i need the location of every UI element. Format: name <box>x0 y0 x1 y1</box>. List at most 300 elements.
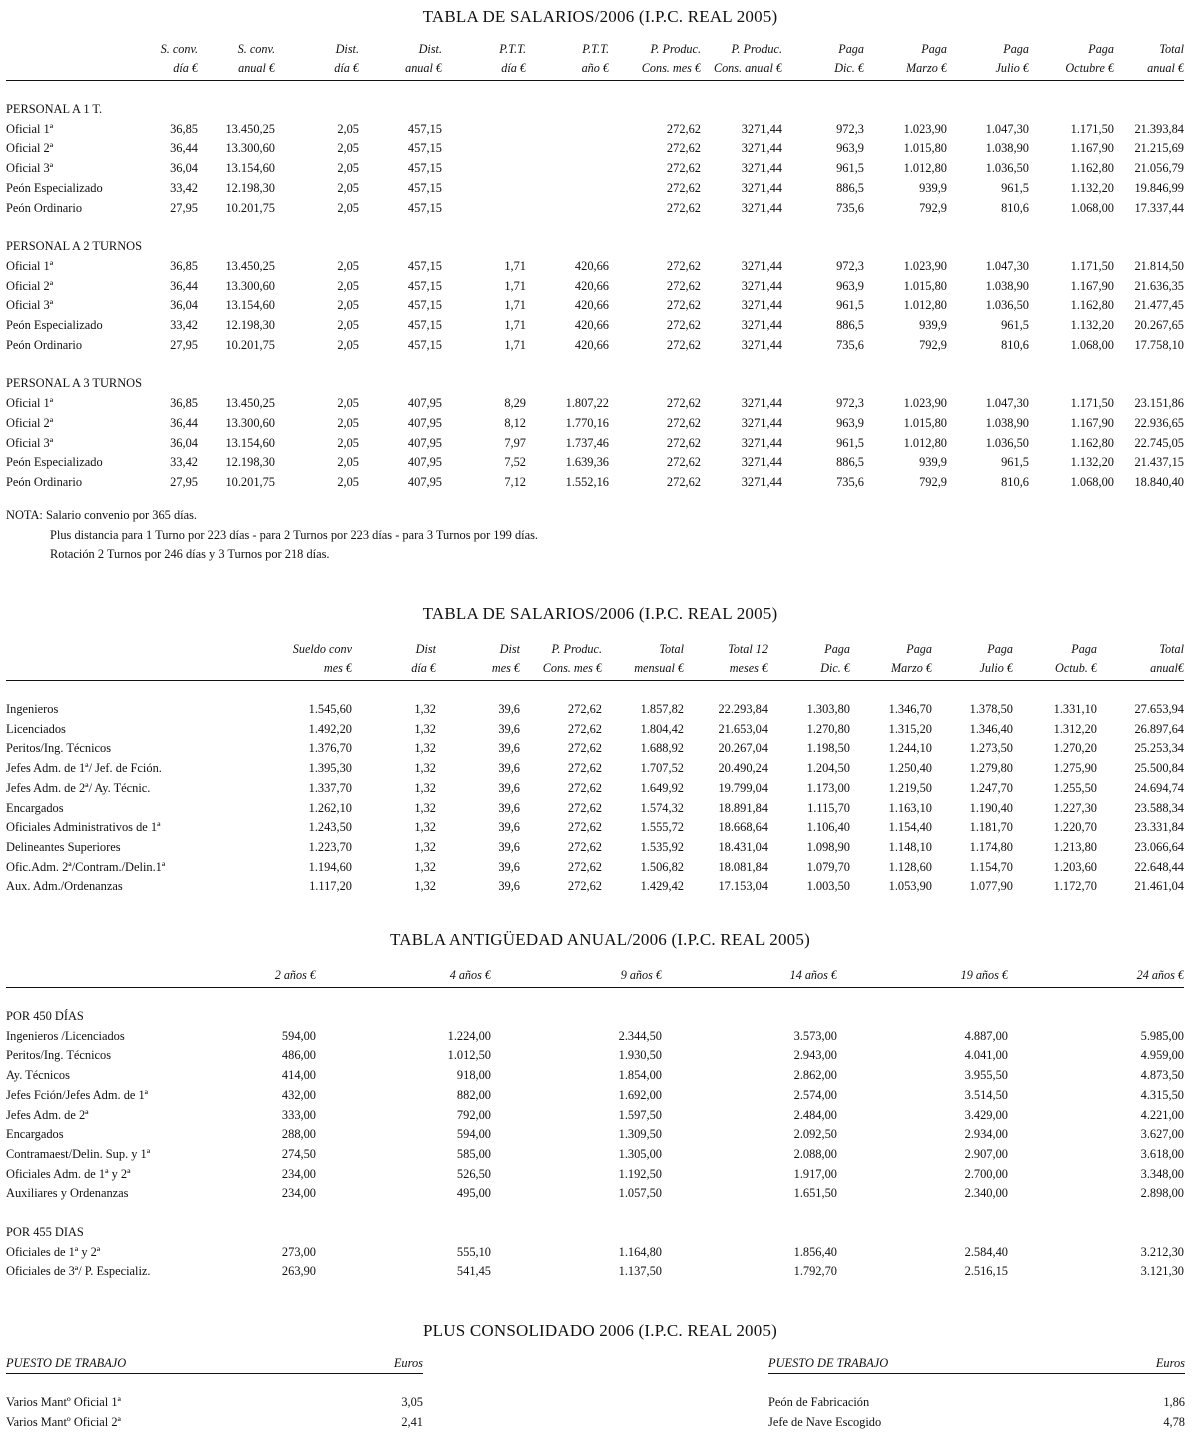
salary-table-shifts <box>6 40 1184 493</box>
table-cell: 2.484,00 <box>793 1107 837 1122</box>
table-cell: 39,6 <box>498 761 520 776</box>
table-cell: 2,05 <box>337 337 359 352</box>
row-label: Peón Ordinario <box>6 200 83 215</box>
row-label: Jefes Adm. de 2ª <box>6 1107 89 1122</box>
table-cell: 272,62 <box>567 820 602 835</box>
table-cell: 3271,44 <box>741 455 782 470</box>
seniority-table <box>6 966 1184 1282</box>
column-header: Dist. <box>418 42 442 56</box>
table-cell: 972,3 <box>836 396 864 411</box>
table-cell: 810,6 <box>1001 337 1029 352</box>
table-cell: 3.429,00 <box>964 1107 1008 1122</box>
table-cell: 272,62 <box>666 298 701 313</box>
table-cell: 420,66 <box>574 337 609 352</box>
table-cell: 4.887,00 <box>964 1028 1008 1043</box>
note-line: Plus distancia para 1 Turno por 223 días - para 2 Turnos por 223 días - para 3 Turnos por 199 días. <box>50 527 539 542</box>
table-cell: 2.344,50 <box>618 1028 662 1043</box>
table-cell: 555,10 <box>456 1244 491 1259</box>
table-cell: 961,5 <box>836 298 864 313</box>
table-cell: 3.955,50 <box>964 1068 1008 1083</box>
table-cell: 13.450,25 <box>225 121 275 136</box>
table-cell: 1.917,00 <box>793 1166 837 1181</box>
note-line: Rotación 2 Turnos por 246 días y 3 Turnos por 218 días. <box>50 547 330 561</box>
table-cell: 1.312,20 <box>1053 721 1097 736</box>
table-cell: 21.461,04 <box>1134 879 1184 894</box>
table-cell: 1.275,90 <box>1053 761 1097 776</box>
table-cell: 1,32 <box>414 820 436 835</box>
table-cell: 13.154,60 <box>225 298 275 313</box>
row-label: Licenciados <box>6 721 66 736</box>
table-cell: 1.574,32 <box>640 800 684 815</box>
table-cell: 939,9 <box>919 318 947 333</box>
table-cell <box>526 179 609 199</box>
column-header: anual € <box>1114 59 1184 81</box>
table-cell: 2.700,00 <box>964 1166 1008 1181</box>
row-label: Ay. Técnicos <box>6 1068 70 1083</box>
table-cell: 1.012,50 <box>447 1048 491 1063</box>
table-cell: 13.154,60 <box>225 435 275 450</box>
table-cell: 20.267,04 <box>718 741 768 756</box>
table-cell: 3.121,30 <box>1140 1264 1184 1279</box>
table-cell: 1.068,00 <box>1070 200 1114 215</box>
table-cell: 963,9 <box>836 141 864 156</box>
column-header: Paga <box>906 642 932 656</box>
column-header: 19 años € <box>837 966 1008 988</box>
table-cell: 2.584,40 <box>964 1244 1008 1259</box>
section-row <box>6 100 1184 120</box>
table-cell: 1.331,10 <box>1053 702 1097 716</box>
table-cell: 1.376,70 <box>308 741 352 756</box>
column-header: P. Produc. <box>551 642 602 656</box>
table-cell: 594,00 <box>456 1127 491 1142</box>
table-row <box>6 700 1184 720</box>
section-row <box>6 374 1184 394</box>
row-label: Peón Especializado <box>6 455 103 470</box>
table-cell: 407,95 <box>407 435 442 450</box>
column-header: Octub. € <box>1013 659 1097 681</box>
table-cell: 2,05 <box>337 415 359 430</box>
table-cell: 1.036,50 <box>985 161 1029 176</box>
table-cell: 1.047,30 <box>985 396 1029 411</box>
table-cell: 420,66 <box>574 258 609 273</box>
table-cell: 810,6 <box>1001 474 1029 489</box>
table-cell: 36,04 <box>170 161 198 176</box>
table-cell: 25.500,84 <box>1134 761 1184 776</box>
row-label: Oficial 1ª <box>6 258 54 273</box>
table-cell: 1.015,80 <box>903 278 947 293</box>
column-header: día € <box>275 59 359 81</box>
section-label: PERSONAL A 2 TURNOS <box>6 239 142 254</box>
job-name: Varios Mantº Oficial 2ª <box>6 1414 121 1429</box>
table-cell: 3271,44 <box>741 161 782 176</box>
section-label: PERSONAL A 3 TURNOS <box>6 376 142 391</box>
header-euros: Euros <box>393 1356 423 1370</box>
table-cell: 272,62 <box>666 161 701 176</box>
table-cell: 2,05 <box>337 180 359 195</box>
table-cell: 272,62 <box>666 455 701 470</box>
table-cell: 272,62 <box>567 800 602 815</box>
row-label: Oficial 1ª <box>6 396 54 411</box>
table-cell: 2,05 <box>337 278 359 293</box>
spacer-row <box>6 218 1184 237</box>
row-label: Delineantes Superiores <box>6 839 121 854</box>
column-header: Paga <box>838 42 864 56</box>
table-cell: 1.220,70 <box>1053 820 1097 835</box>
table-cell: 2.943,00 <box>793 1048 837 1063</box>
table-cell: 457,15 <box>407 298 442 313</box>
plus-title: PLUS CONSOLIDADO 2006 (I.P.C. REAL 2005) <box>423 1321 777 1340</box>
table-cell: 526,50 <box>456 1166 491 1181</box>
table-cell: 1.012,80 <box>903 161 947 176</box>
table-cell: 886,5 <box>836 455 864 470</box>
table-cell: 886,5 <box>836 318 864 333</box>
column-header: Cons. mes € <box>609 59 701 81</box>
table-cell: 272,62 <box>666 200 701 215</box>
table-cell: 272,62 <box>567 839 602 854</box>
table-cell: 17.337,44 <box>1134 200 1184 215</box>
table-cell: 1.213,80 <box>1053 839 1097 854</box>
column-header: Sueldo conv <box>292 642 352 656</box>
table-cell: 2.088,00 <box>793 1146 837 1161</box>
table-cell: 1.053,90 <box>888 879 932 894</box>
table-cell: 1,32 <box>414 702 436 716</box>
row-label: Auxiliares y Ordenanzas <box>6 1186 129 1201</box>
table-cell: 1.337,70 <box>308 780 352 795</box>
table-cell: 792,9 <box>919 200 947 215</box>
table-row <box>6 877 1184 897</box>
table-cell: 272,62 <box>567 741 602 756</box>
table-cell: 1.597,50 <box>618 1107 662 1122</box>
table-cell: 1.255,50 <box>1053 780 1097 795</box>
table-cell: 1.552,16 <box>565 474 609 489</box>
table-cell: 1.154,70 <box>969 859 1013 874</box>
table-cell: 272,62 <box>567 702 602 716</box>
table-cell: 495,00 <box>456 1186 491 1201</box>
table-cell: 21.056,79 <box>1134 161 1184 176</box>
table-cell: 13.300,60 <box>225 278 275 293</box>
table-cell: 234,00 <box>281 1186 316 1201</box>
table-cell: 1.262,10 <box>308 800 352 815</box>
table-cell: 1.639,36 <box>565 455 609 470</box>
table-cell: 1.305,00 <box>618 1146 662 1161</box>
table-cell: 8,12 <box>504 415 526 430</box>
table-cell <box>442 179 526 199</box>
table-row <box>6 1106 1184 1126</box>
table-cell: 39,6 <box>498 702 520 716</box>
table-cell: 272,62 <box>567 761 602 776</box>
table-cell: 1.164,80 <box>618 1244 662 1259</box>
row-label: Oficiales Administrativos de 1ª <box>6 820 161 835</box>
table-cell: 7,12 <box>504 474 526 489</box>
table-cell: 3271,44 <box>741 121 782 136</box>
table-cell <box>526 139 609 159</box>
table-cell: 10.201,75 <box>225 337 275 352</box>
table-cell: 886,5 <box>836 180 864 195</box>
table-cell: 939,9 <box>919 180 947 195</box>
table-cell: 1.132,20 <box>1070 180 1114 195</box>
table-cell: 1.047,30 <box>985 258 1029 273</box>
table-row <box>6 739 1184 759</box>
table-cell: 272,62 <box>666 337 701 352</box>
table-cell: 1.555,72 <box>640 820 684 835</box>
table-cell: 1.106,40 <box>806 820 850 835</box>
table-row <box>6 799 1184 819</box>
job-euros: 4,78 <box>1163 1414 1185 1429</box>
table-cell: 1,32 <box>414 879 436 894</box>
table-cell: 1.132,20 <box>1070 455 1114 470</box>
section-label: PERSONAL A 1 T. <box>6 102 103 116</box>
column-header: Octubre € <box>1029 59 1114 81</box>
table-cell: 27,95 <box>170 337 198 352</box>
column-header: día € <box>352 659 436 681</box>
table-row <box>6 159 1184 179</box>
table-cell: 1.171,50 <box>1070 396 1114 411</box>
table-cell: 1,71 <box>504 337 526 352</box>
table-cell: 961,5 <box>1001 180 1029 195</box>
table-cell: 1.023,90 <box>903 396 947 411</box>
list-item <box>768 1413 1185 1432</box>
table-cell: 22.936,65 <box>1134 415 1184 430</box>
table-cell: 7,52 <box>504 455 526 470</box>
table-cell: 21.653,04 <box>718 721 768 736</box>
table-row <box>6 316 1184 336</box>
table-cell: 1.115,70 <box>807 800 850 815</box>
table-cell: 1.194,60 <box>308 859 352 874</box>
table-cell: 27,95 <box>170 200 198 215</box>
table-cell: 272,62 <box>666 121 701 136</box>
table-cell: 2,05 <box>337 161 359 176</box>
table-cell: 2,05 <box>337 200 359 215</box>
table-cell: 39,6 <box>498 859 520 874</box>
column-header: P. Produc. <box>731 42 782 56</box>
table-cell <box>442 159 526 179</box>
table-cell: 272,62 <box>666 474 701 489</box>
column-header: 9 años € <box>491 966 662 988</box>
table-cell: 963,9 <box>836 278 864 293</box>
row-label: Ingenieros /Licenciados <box>6 1028 125 1043</box>
table-row <box>6 1066 1184 1086</box>
table-cell: 1.492,20 <box>308 721 352 736</box>
job-name: Peón de Fabricación <box>768 1395 870 1409</box>
table-cell: 272,62 <box>666 396 701 411</box>
table-cell: 2.934,00 <box>964 1127 1008 1142</box>
table-cell: 39,6 <box>498 839 520 854</box>
table-cell: 457,15 <box>407 318 442 333</box>
table-cell: 3271,44 <box>741 337 782 352</box>
row-label: Peón Ordinario <box>6 474 83 489</box>
table-cell: 39,6 <box>498 721 520 736</box>
column-header <box>6 640 181 659</box>
table-cell: 1.167,90 <box>1070 415 1114 430</box>
table-cell: 263,90 <box>281 1264 316 1279</box>
table-cell: 1.770,16 <box>565 415 609 430</box>
header-row <box>6 659 1184 681</box>
table-cell: 972,3 <box>836 258 864 273</box>
table-cell: 918,00 <box>456 1068 491 1083</box>
column-header: año € <box>526 59 609 81</box>
table-cell: 1,32 <box>414 721 436 736</box>
table-cell: 36,04 <box>170 435 198 450</box>
table-cell: 1.273,50 <box>969 741 1013 756</box>
table-cell: 13.300,60 <box>225 141 275 156</box>
table-cell: 12.198,30 <box>225 455 275 470</box>
table-cell: 2,05 <box>337 435 359 450</box>
column-header: Paga <box>1088 42 1114 56</box>
table-cell: 1.854,00 <box>618 1068 662 1083</box>
column-header: Total <box>1159 42 1184 56</box>
table-cell: 4.315,50 <box>1140 1087 1184 1102</box>
row-label: Oficiales Adm. de 1ª y 2ª <box>6 1166 131 1181</box>
row-label: Oficiales de 1ª y 2ª <box>6 1244 101 1259</box>
table-cell: 1.223,70 <box>308 839 352 854</box>
list-item <box>6 1393 423 1413</box>
table-cell: 333,00 <box>281 1107 316 1122</box>
column-header: 14 años € <box>662 966 837 988</box>
spacer-cell <box>6 81 1184 101</box>
table-cell: 585,00 <box>456 1146 491 1161</box>
column-header: Dist <box>499 642 520 656</box>
row-label: Peritos/Ing. Técnicos <box>6 1048 112 1063</box>
table-cell: 2,05 <box>337 258 359 273</box>
table-cell: 4.873,50 <box>1140 1068 1184 1083</box>
spacer-row <box>6 988 1184 1008</box>
row-label: Peritos/Ing. Técnicos <box>6 741 112 756</box>
table-cell: 1.036,50 <box>985 298 1029 313</box>
table-cell: 1.270,80 <box>806 721 850 736</box>
table-cell: 3271,44 <box>741 141 782 156</box>
row-label: Oficial 3ª <box>6 298 54 313</box>
table-cell: 8,29 <box>504 396 526 411</box>
table-cell: 1.227,30 <box>1053 800 1097 815</box>
column-header: Marzo € <box>850 659 932 681</box>
table-cell: 1.243,50 <box>308 820 352 835</box>
table-cell: 3.573,00 <box>793 1028 837 1043</box>
table-cell: 36,85 <box>170 258 198 273</box>
table-cell: 272,62 <box>666 141 701 156</box>
column-header: mes € <box>436 659 520 681</box>
table-cell: 1.117,20 <box>309 879 352 894</box>
table-cell: 735,6 <box>836 200 864 215</box>
table-cell: 288,00 <box>281 1127 316 1142</box>
table-row <box>6 336 1184 356</box>
table-cell: 1.098,90 <box>806 839 850 854</box>
table2-title: TABLA DE SALARIOS/2006 (I.P.C. REAL 2005) <box>422 604 778 623</box>
table-cell: 1.807,22 <box>565 396 609 411</box>
table-cell: 1.224,00 <box>447 1028 491 1043</box>
header-row <box>6 966 1184 988</box>
row-label: Peón Especializado <box>6 318 103 333</box>
table-cell: 1.244,10 <box>888 741 932 756</box>
table-cell: 13.300,60 <box>225 415 275 430</box>
table3-title: TABLA ANTIGÜEDAD ANUAL/2006 (I.P.C. REAL 2005) <box>390 930 810 949</box>
table-cell: 1.247,70 <box>969 780 1013 795</box>
table-cell: 3.212,30 <box>1140 1244 1184 1259</box>
table-cell: 20.490,24 <box>718 761 768 776</box>
table-cell: 792,9 <box>919 474 947 489</box>
column-header: Paga <box>1071 642 1097 656</box>
row-label: Oficial 2ª <box>6 415 54 430</box>
table-cell: 22.293,84 <box>718 702 768 716</box>
table-cell: 1.429,42 <box>640 879 684 894</box>
table-cell: 1,32 <box>414 800 436 815</box>
table-cell: 10.201,75 <box>225 200 275 215</box>
table-row <box>6 414 1184 434</box>
row-label: Encargados <box>6 1127 64 1142</box>
table-cell: 1.047,30 <box>985 121 1029 136</box>
table-cell: 1.198,50 <box>806 741 850 756</box>
note-line: NOTA: Salario convenio por 365 días. <box>6 508 198 522</box>
table-cell: 1.057,50 <box>618 1186 662 1201</box>
table-cell: 4.041,00 <box>964 1048 1008 1063</box>
table-cell: 39,6 <box>498 741 520 756</box>
table-row <box>6 1145 1184 1165</box>
table-cell: 2.092,50 <box>793 1127 837 1142</box>
table-cell: 414,00 <box>281 1068 316 1083</box>
column-header: Total <box>659 642 684 656</box>
table-row <box>6 779 1184 799</box>
spacer-cell <box>6 681 1184 701</box>
table-cell: 2.516,15 <box>964 1264 1008 1279</box>
table-cell: 1.219,50 <box>888 780 932 795</box>
table-cell: 1.068,00 <box>1070 474 1114 489</box>
table-cell: 1.535,92 <box>640 839 684 854</box>
table-cell: 1.023,90 <box>903 121 947 136</box>
table-cell: 1.137,50 <box>618 1264 662 1279</box>
table-cell: 18.891,84 <box>718 800 768 815</box>
row-label: Peón Ordinario <box>6 337 83 352</box>
column-header: mes € <box>181 659 352 681</box>
table-cell: 1.167,90 <box>1070 278 1114 293</box>
table-cell: 21.636,35 <box>1134 278 1184 293</box>
column-header: Julio € <box>947 59 1029 81</box>
table-cell: 3271,44 <box>741 258 782 273</box>
table-cell: 1,32 <box>414 839 436 854</box>
row-label: Ofic.Adm. 2ª/Contram./Delin.1ª <box>6 859 166 874</box>
spacer-row <box>6 355 1184 374</box>
column-header: Total 12 <box>728 642 768 656</box>
column-header <box>6 59 146 81</box>
table-cell: 3.618,00 <box>1140 1146 1184 1161</box>
spacer-cell <box>6 988 1184 1008</box>
table-cell: 1.038,90 <box>985 141 1029 156</box>
table-cell <box>526 199 609 219</box>
table-cell: 963,9 <box>836 415 864 430</box>
row-label: Jefes Adm. de 1ª/ Jef. de Fción. <box>6 761 162 776</box>
table-cell: 407,95 <box>407 455 442 470</box>
table-cell: 1.651,50 <box>793 1186 837 1201</box>
table-cell: 1.315,20 <box>888 721 932 736</box>
table-cell: 272,62 <box>666 318 701 333</box>
table-cell: 972,3 <box>836 121 864 136</box>
table-cell: 13.450,25 <box>225 396 275 411</box>
table-cell <box>442 199 526 219</box>
table-row <box>6 759 1184 779</box>
column-header: P.T.T. <box>499 42 526 56</box>
table-row <box>6 120 1184 140</box>
column-header: 4 años € <box>316 966 491 988</box>
table-cell: 1.688,92 <box>640 741 684 756</box>
table-cell: 432,00 <box>281 1087 316 1102</box>
table-cell: 1.303,80 <box>806 702 850 716</box>
table-cell: 3271,44 <box>741 318 782 333</box>
table-cell: 4.221,00 <box>1140 1107 1184 1122</box>
table-cell: 1.395,30 <box>308 761 352 776</box>
table-cell: 1.181,70 <box>969 820 1013 835</box>
column-header: Dic. € <box>768 659 850 681</box>
table-row <box>6 818 1184 838</box>
section-row <box>6 237 1184 257</box>
table-cell: 3271,44 <box>741 180 782 195</box>
